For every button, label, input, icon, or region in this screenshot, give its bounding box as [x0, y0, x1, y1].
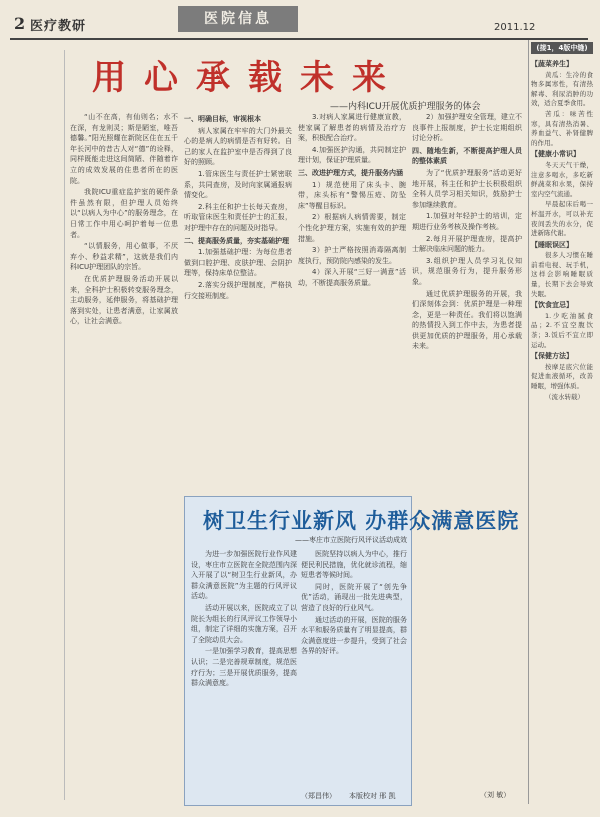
article-column-1: [70, 112, 178, 802]
paragraph: “以情服务，用心做事，不厌弃小、秒益求精”，这就是我们内科ICU护理团队的宗旨。: [70, 242, 178, 272]
box-column-2: [301, 549, 407, 797]
issue-date: 2011.12: [494, 22, 536, 33]
section-heading: 三、改进护理方式，提升服务内涵: [298, 168, 403, 177]
section-heading: 二、提高服务质量，夯实基础护理: [184, 236, 289, 245]
paragraph: 1.少吃油腻食品；2.不宜空腹饮茶；3.饭后不宜立即运动。: [531, 311, 593, 349]
header-rule: [10, 38, 588, 40]
side-column-text: [531, 58, 593, 798]
side-column: [528, 40, 595, 804]
paragraph: 很多人习惯在睡前看电视、玩手机，这样会影响睡眠质量，长期下去会导致失眠。: [531, 251, 593, 298]
paragraph: （流水转载）: [545, 392, 584, 401]
page-number: 2: [14, 14, 26, 33]
paragraph: 在优质护理服务活动开展以来，全科护士积极转变服务理念，主动服务，延伸服务，将基础护理落到实处，让患者满意，让家属放心，让社会满意。: [70, 274, 178, 326]
paragraph: 2）根据病人病情需要，制定个性化护理方案，实施有效的护理措施。: [298, 213, 406, 243]
paragraph: 我院ICU重症监护室的硬件条件虽然有限，但护理人员始终以“以病人为中心”的服务理念，在日常工作中用心呵护着每一位患者。: [70, 188, 178, 239]
paragraph: 3.组织护理人员学习礼仪知识，规范服务行为，提升服务形象。: [412, 256, 522, 286]
article-title: 用心承载未来: [92, 58, 404, 98]
paragraph: 4.加强医护沟通，共同制定护理计划，保证护理质量。: [298, 145, 406, 165]
paragraph: 1.加强对年轻护士的培训，定期进行业务考核及操作考核。: [412, 212, 522, 231]
paragraph: 3.对病人家属进行健康宣教，使家属了解患者的病情及治疗方案，积极配合治疗。: [298, 113, 406, 143]
page-header: [0, 0, 600, 40]
paragraph: 3）护士严格按照消毒隔离制度执行，预防院内感染的发生。: [298, 246, 406, 265]
paragraph: 1）规范使用了床头卡、腕带，床头标有“警惕压疮、防坠床”等醒目标识。: [298, 180, 406, 210]
section-heading: 【睡眠误区】: [531, 240, 573, 249]
side-tag: (接1，4版中缝): [531, 42, 593, 54]
paragraph: 2）加强护理安全管理，建立不良事件上报制度，护士长定期组织讨论分析。: [412, 113, 522, 143]
section-heading: 四、随地生新，不断提高护理人员的整体素质: [412, 146, 522, 166]
paragraph: 4）深入开展“三好一满意”活动，不断提高服务质量。: [298, 268, 406, 287]
paragraph: 一是加强学习教育，提高思想认识；二是完善规章制度，规范医疗行为；三是开展优质服务，提高群众满意度。: [191, 647, 297, 688]
paragraph: 按摩足底穴位能促进血液循环，改善睡眠，增强体质。: [531, 362, 593, 390]
article-column-3: [298, 112, 406, 492]
article-author: （刘 敏）: [480, 791, 511, 799]
paragraph: 通过优质护理服务的开展，我们深刻体会到：优质护理是一种理念，更是一种责任。我们将以饱满的热情投入到工作中去，为患者提供更加优质的护理服务，用心承载未来。: [412, 289, 522, 351]
paragraph: 1.管床医生与责任护士紧密联系，共同查房，及时向家属通报病情变化。: [184, 169, 292, 200]
box-column-1: [191, 549, 297, 797]
section-heading: 一、明确目标，审视根本: [184, 115, 261, 123]
paragraph: 早晨起床后喝一杯温开水，可以补充夜间丢失的水分，促进新陈代谢。: [531, 200, 593, 238]
paragraph: 冬天天气干燥，注意多喝水，多吃新鲜蔬菜和水果，保持室内空气流通。: [531, 160, 593, 198]
article-column-4: [412, 112, 522, 802]
masthead-logo: 医院信息: [178, 6, 298, 32]
paragraph: 1.加强基础护理：为每位患者做到口腔护理、皮肤护理、会阴护理等，保持床单位整洁。: [184, 248, 292, 278]
article-subtitle: ——内科ICU开展优质护理服务的体会: [330, 102, 481, 112]
box-proofreader: 本版校对 邢 凯: [349, 792, 396, 800]
paragraph: 2.科主任和护士长每天查房，听取管床医生和责任护士的汇报，对护理中存在的问题及时指导。: [184, 202, 292, 232]
paragraph: 活动开展以来，医院成立了以院长为组长的行风评议工作领导小组，制定了详细的实施方案，召开了全院动员大会。: [191, 603, 297, 644]
section-name: 医疗教研: [30, 19, 87, 34]
paragraph: 医院坚持以病人为中心，推行便民利民措施，优化就诊流程，缩短患者等候时间。: [301, 550, 407, 580]
section-heading: 【保健方法】: [531, 352, 573, 361]
paragraph: 为进一步加强医院行业作风建设，枣庄市立医院在全院范围内深入开展了以“树卫生行业新风，办群众满意医院”为主题的行风评议活动。: [191, 550, 297, 601]
box-subtitle: ——枣庄市立医院行风评议活动成效: [295, 536, 407, 544]
paragraph: 病人家属在牢牢的大门外最关心的是病人的病情是否有好转。自己的家人在监护室中是否得到了良好的照顾。: [184, 126, 292, 167]
box-title: 树卫生行业新风 办群众满意医院: [203, 508, 520, 533]
left-margin: [14, 50, 65, 800]
paragraph: 同时，医院开展了“创先争优”活动，涌现出一批先进典型，营造了良好的行业风气。: [301, 582, 407, 612]
paragraph: 黄瓜：生冷的食物多属寒性，有清热解毒、利尿消肿的功效，适合夏季食用。: [531, 70, 593, 108]
section-heading: 【饮食宜忌】: [531, 301, 573, 310]
paragraph: 为了“优质护理服务”活动更好地开展，科主任和护士长积极组织全科人员学习相关知识，鼓励护士参加继续教育。: [412, 168, 522, 209]
box-author: （郑昌伟）: [301, 792, 336, 800]
section-heading: 【蔬菜养生】: [531, 60, 573, 68]
paragraph: “山不在高，有仙则名；水不在深，有龙则灵；斯是陋室，唯吾德馨。”阳光照耀在新院区住在五千年长河中的昔古人对“德”的诠释，同样既能走进这间简陋、伴随着诈立的成效发展的住患者所在的医院。: [70, 113, 178, 185]
section-heading: 【健康小常识】: [531, 150, 580, 159]
paragraph: 通过活动的开展，医院的服务水平和服务质量有了明显提高，群众满意度进一步提升，受到了社会各界的好评。: [301, 615, 407, 656]
paragraph: 2.每月开展护理查房，提高护士解决临床问题的能力。: [412, 234, 522, 254]
paragraph: 苦瓜：味苦性寒，具有清热消暑、养血益气、补肾健脾的作用。: [531, 109, 593, 147]
article-column-2: [184, 112, 292, 492]
paragraph: 2.落实分级护理制度，严格执行交接班制度。: [184, 280, 292, 300]
